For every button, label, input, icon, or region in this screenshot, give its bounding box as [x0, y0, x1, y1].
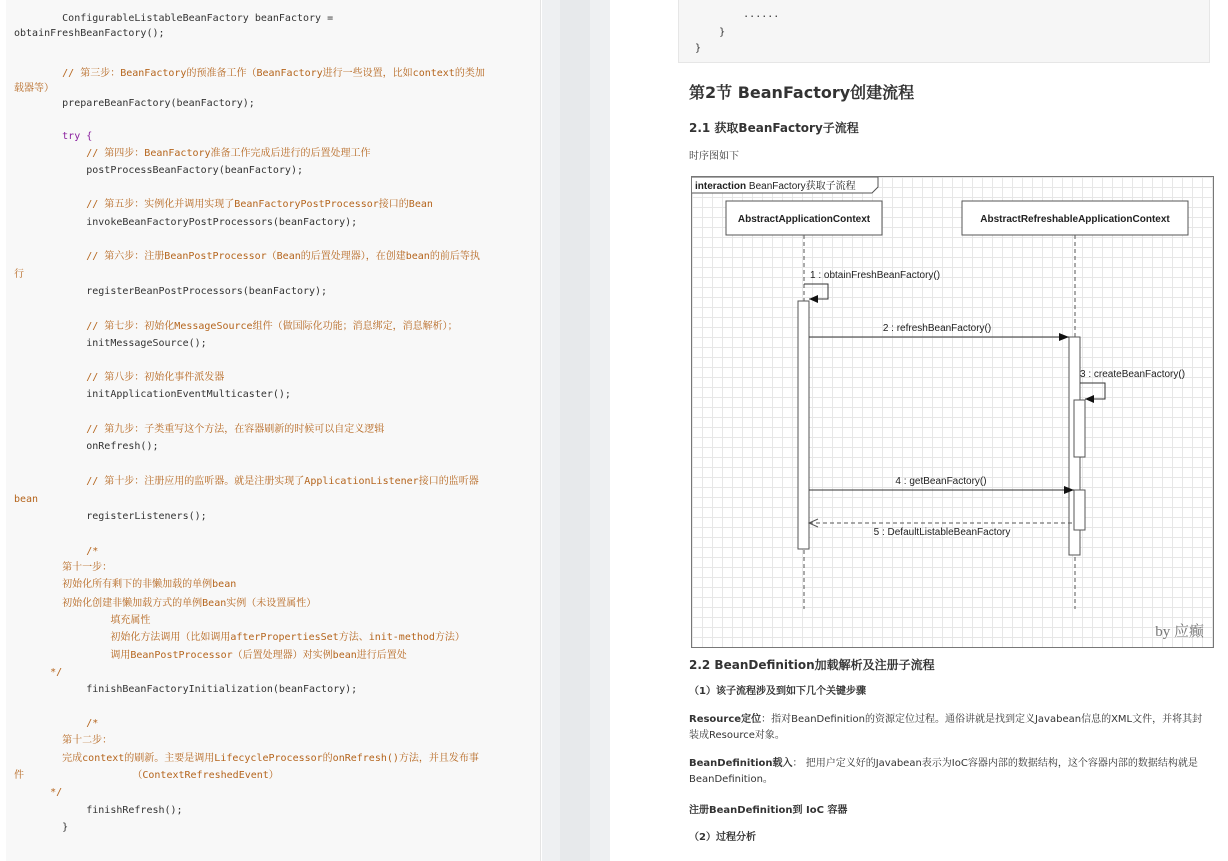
register-heading: 注册BeanDefinition到 IoC 容器: [689, 805, 848, 816]
code-line: ......: [695, 9, 780, 20]
frame-label: interaction BeanFactory获取子流程: [695, 181, 856, 192]
sequence-diagram: [691, 176, 1214, 648]
code-line: */: [14, 787, 63, 798]
code-line: initApplicationEventMulticaster();: [14, 389, 291, 400]
subsection-title: 2.1 获取BeanFactory子流程: [689, 121, 859, 135]
code-line: registerListeners();: [14, 511, 207, 522]
message-2-label: 2 : refreshBeanFactory(): [882, 323, 992, 334]
code-line: */: [14, 667, 63, 678]
right-page: [610, 0, 1228, 861]
code-line: obtainFreshBeanFactory();: [14, 28, 165, 39]
code-line: try {: [14, 131, 93, 142]
code-line: 第十一步：: [14, 562, 113, 573]
arrow-head: [809, 295, 818, 303]
lifeline-label-1: AbstractApplicationContext: [737, 214, 871, 225]
code-line: // 第九步：子类重写这个方法，在容器刷新的时候可以自定义逻辑: [14, 424, 385, 435]
code-line: bean: [14, 494, 39, 505]
code-line: 调用BeanPostProcessor（后置处理器）对实例bean进行后置处: [14, 650, 407, 661]
code-block-tail: [678, 0, 1210, 63]
code-line: 填充属性: [14, 615, 151, 626]
step-heading: （2）过程分析: [689, 832, 756, 843]
code-line: // 第六步：注册BeanPostProcessor（Bean的后置处理器），在创建bean的前后等执: [14, 251, 480, 262]
code-line: invokeBeanFactoryPostProcessors(beanFactory);: [14, 217, 358, 228]
code-line: onRefresh();: [14, 441, 159, 452]
code-line: 载器等）: [14, 83, 54, 94]
code-line: finishRefresh();: [14, 805, 183, 816]
activation-1: [798, 301, 809, 549]
sequence-caption: 时序图如下: [689, 151, 739, 162]
text: ： 把用户定义好的Javabean表示为IoC容器内部的数据结构，这个容器内部的数据结构就是BeanDefinition。: [689, 758, 1198, 785]
code-line: finishBeanFactoryInitialization(beanFactory);: [14, 684, 358, 695]
code-line: 初始化创建非懒加载方式的单例Bean实例（未设置属性）: [14, 598, 317, 609]
code-line: postProcessBeanFactory(beanFactory);: [14, 165, 303, 176]
lifeline-label-2: AbstractRefreshableApplicationContext: [980, 214, 1170, 225]
sequence-diagram-svg: [692, 177, 1213, 647]
step-heading: （1）该子流程涉及到如下几个关键步骤: [689, 686, 866, 697]
code-line: // 第十步：注册应用的监听器。就是注册实现了ApplicationListener接口的监听器: [14, 476, 479, 487]
message-1-label: 1 : obtainFreshBeanFactory(): [810, 270, 941, 281]
activation-4: [1074, 490, 1085, 530]
code-line: 初始化方法调用（比如调用afterPropertiesSet方法、init-method方法）: [14, 632, 465, 643]
arrow-head: [1059, 333, 1069, 341]
code-line: // 第三步：BeanFactory的预准备工作（BeanFactory进行一些设置，比如context的类加: [14, 68, 485, 79]
code-line: /*: [14, 718, 99, 729]
term-resource: Resource定位: [689, 714, 762, 725]
message-4-label: 4 : getBeanFactory(): [895, 476, 987, 487]
paragraph-resource: [689, 712, 1209, 744]
arrow-head: [1085, 395, 1094, 403]
message-5-label: 5 : DefaultListableBeanFactory: [873, 527, 1011, 538]
left-page: [0, 0, 542, 861]
subsection-title: 2.2 BeanDefinition加载解析及注册子流程: [689, 658, 935, 672]
code-line: // 第五步：实例化并调用实现了BeanFactoryPostProcessor接口的Bean: [14, 199, 433, 210]
code-line: }: [695, 27, 726, 38]
code-line: 完成context的刷新。主要是调用LifecycleProcessor的onRefresh()方法，并且发布事: [14, 753, 479, 764]
text: ：指对BeanDefinition的资源定位过程。通俗讲就是找到定义Javabean信息的XML文件，并将其封装成Resource对象。: [689, 714, 1203, 741]
code-line: registerBeanPostProcessors(beanFactory);: [14, 286, 328, 297]
code-line: ConfigurableListableBeanFactory beanFactory =: [14, 13, 334, 24]
code-line: 第十二步：: [14, 735, 113, 746]
code-line: // 第七步：初始化MessageSource组件（做国际化功能；消息绑定，消息解析）；: [14, 321, 458, 332]
code-line: 件 （ContextRefreshedEvent）: [14, 770, 279, 781]
page-gap: [560, 0, 590, 861]
paragraph-beandefinition: [689, 756, 1209, 788]
activation-3: [1074, 400, 1085, 457]
code-line: }: [695, 43, 702, 54]
term-beandefinition: BeanDefinition载入: [689, 758, 793, 769]
watermark: by 应癫: [1155, 624, 1204, 640]
code-line: // 第八步：初始化事件派发器: [14, 372, 225, 383]
code-block: [6, 0, 541, 861]
code-line: // 第四步：BeanFactory准备工作完成后进行的后置处理工作: [14, 148, 371, 159]
code-line: 行: [14, 269, 24, 280]
code-line: 初始化所有剩下的非懒加载的单例bean: [14, 579, 237, 590]
code-line: /*: [14, 546, 99, 557]
code-line: prepareBeanFactory(beanFactory);: [14, 98, 255, 109]
message-3-label: 3 : createBeanFactory(): [1080, 369, 1186, 380]
code-line: }: [14, 822, 69, 833]
section-title: 第2节 BeanFactory创建流程: [689, 83, 915, 102]
code-line: initMessageSource();: [14, 338, 207, 349]
